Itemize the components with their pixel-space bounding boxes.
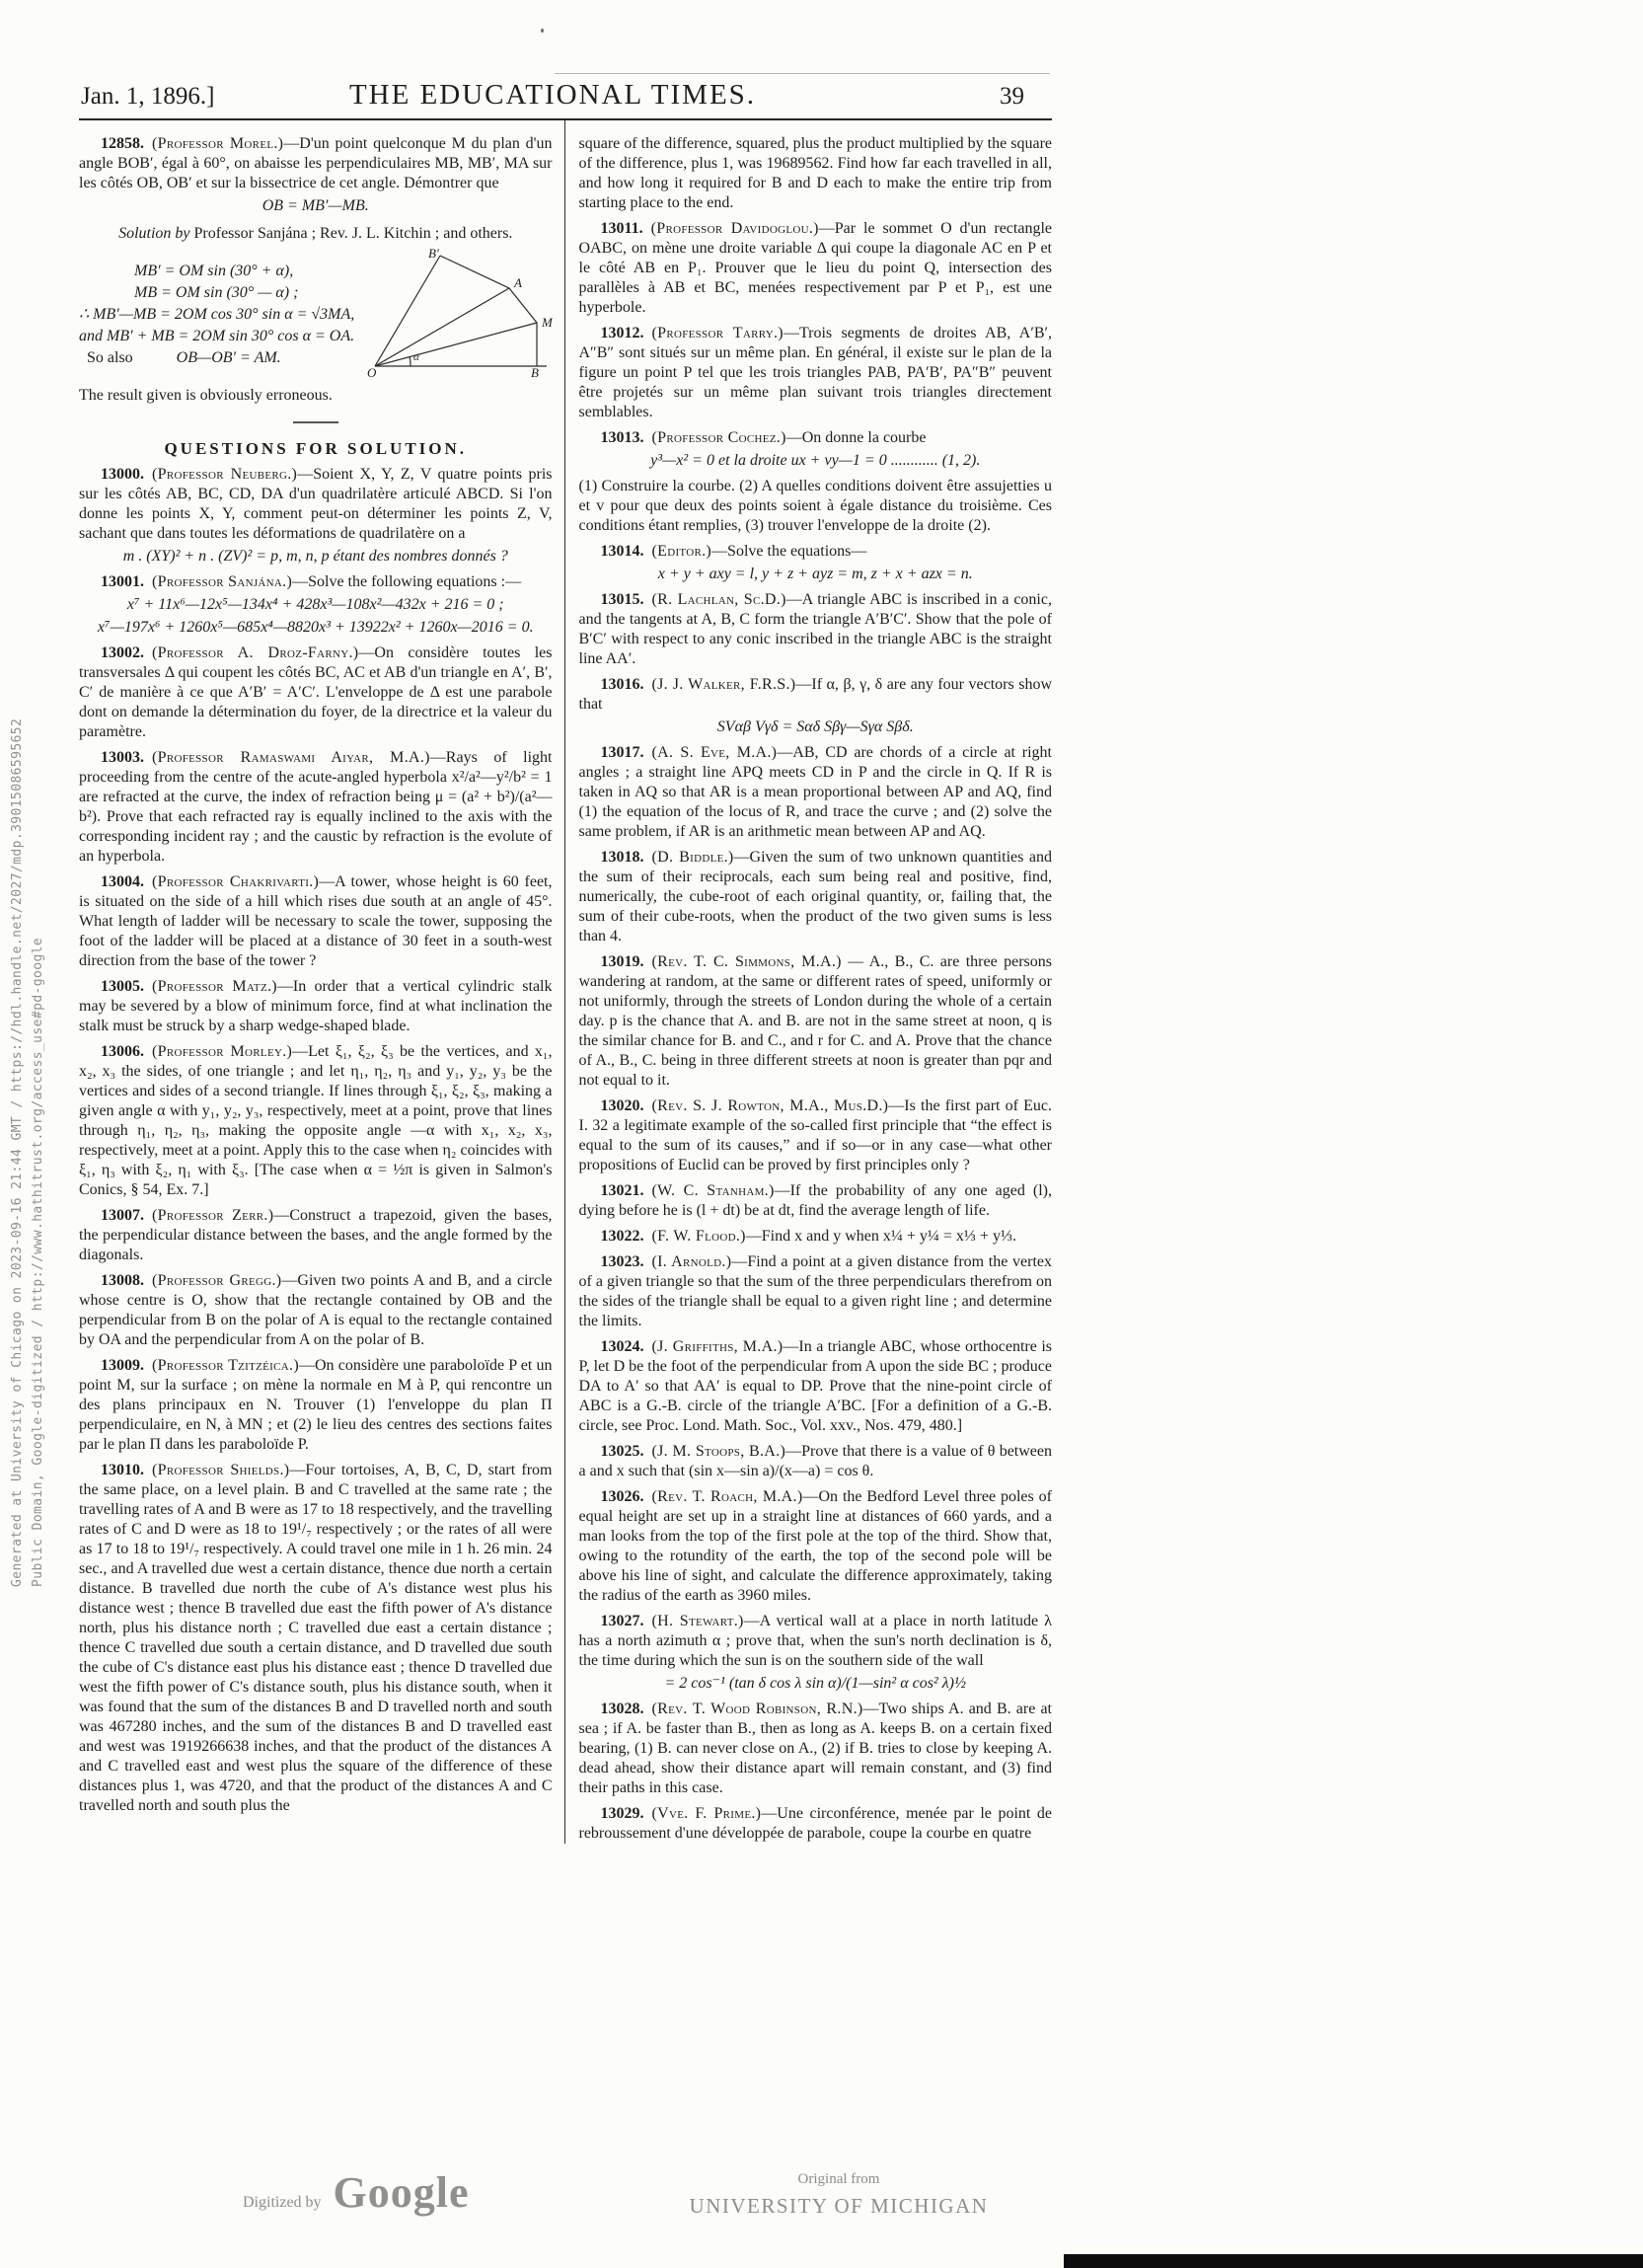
problem-text: —Une circonférence, menée par le point de rebroussement d'une développée de parabole, coupe la courbe en quatre [578, 1805, 1052, 1842]
problem-13007 [79, 1206, 553, 1265]
problem-number: 13027. [600, 1613, 644, 1629]
problem-author: (H. Stewart.) [651, 1613, 744, 1629]
problem-number: 13022. [600, 1228, 644, 1245]
top-edge-rule [555, 73, 1050, 74]
left-column [79, 120, 564, 1844]
google-digitized-mark [243, 2167, 470, 2218]
problem-author: (F. W. Flood.) [651, 1228, 746, 1245]
problem-author: (Rev. T. C. Simmons, M.A.) [651, 953, 842, 970]
problem-number: 13024. [600, 1338, 644, 1355]
problem-author: (W. C. Stanham.) [651, 1182, 775, 1199]
problem-text: —If α, β, γ, δ are any four vectors show that [578, 676, 1052, 713]
problem-13006 [79, 1042, 553, 1200]
problem-13004 [79, 872, 553, 971]
problem-text: —Find a point at a given distance from the vertex of a given triangle so that the sum of the three perpendiculars therefrom on the sides of the triangle shall be equal to a given right line ; and determine the limits. [578, 1253, 1052, 1329]
problem-number: 13006. [101, 1043, 144, 1060]
problem-13016 [579, 675, 1053, 715]
problem-author: (Professor Cochez.) [651, 429, 786, 446]
math-line: x + y + axy = l, y + z + ayz = m, z + x + azx = n. [657, 566, 973, 582]
figure-label-alpha: α [412, 351, 419, 363]
digitized-by-label: Digitized by [243, 2194, 322, 2211]
problem-author: (Rev. T. Wood Robinson, R.N.) [651, 1701, 863, 1717]
math-line: x⁷ + 11x⁶—12x⁵—134x⁴ + 428x³—108x²—432x + 216 = 0 ; [126, 596, 504, 613]
figure-label-o: O [366, 365, 376, 378]
journal-title: THE EDUCATIONAL TIMES. [348, 79, 757, 111]
problem-text: —Rays of light proceeding from the centre of the acute-angled hyperbola x²/a²—y²/b² = 1 are refracted at the curve, the index of refraction being μ = (a² + b²)/(a²—b²). Prove that each refracted ray is equally inclined to the axis with the corresponding incident ray ; and the caustic by refraction is the evolute of an hyperbola. [79, 749, 553, 865]
problem-author: (I. Arnold.) [651, 1253, 732, 1270]
problem-author: (Professor Chakrivarti.) [152, 873, 320, 890]
scan-speck [541, 29, 544, 33]
problem-author: (Professor Davidoglou.) [650, 220, 819, 237]
math-line: y³—x² = 0 et la droite ux + vy—1 = 0 ............ (1, 2). [650, 452, 981, 469]
problem-13011 [579, 219, 1053, 318]
problem-13010 [79, 1461, 553, 1816]
problem-text: —A vertical wall at a place in north latitude λ has a north azimuth α ; prove that, when the sun's north declination is δ, the time during which the sun is on the southern side of the wall [578, 1613, 1053, 1669]
page-content [79, 79, 1052, 1844]
problem-author: (Professor A. Droz-Farny.) [152, 644, 359, 661]
problem-author: (Professor Shields.) [152, 1462, 290, 1478]
figure-label-bprime: B′ [427, 248, 439, 261]
equation-line: and MB′ + MB = 2OM sin 30° cos α = OA. [79, 328, 355, 344]
problem-text: —In a triangle ABC, whose orthocentre is P, let D be the foot of the perpendicular from A upon the side BC ; produce DA to A′ so that AA′ is equal to DP. Prove that the nine-point circle of ABC is a G.-B. circle of the triangle A′BC. [For a definition of a G.-B. circle, see Proc. Lond. Math. Soc., Vol. xxv., Nos. 479, 480.] [578, 1338, 1052, 1434]
questions-left-container [79, 421, 553, 1816]
problem-number: 13029. [600, 1805, 644, 1822]
problem-text: —If the probability of any one aged (l), dying before he is (l + dt) be at dt, find the average length of life. [578, 1182, 1053, 1219]
watermark-generated-line: Generated at University of Chicago on 2023-09-16 21:44 GMT / https://hdl.handle.net/2027/mdp.39015086595652 [10, 718, 25, 1587]
problem-number: 12858. [101, 135, 144, 152]
problem-13020 [579, 1096, 1053, 1175]
problem-13024 [579, 1337, 1053, 1436]
problem-13029 [579, 1804, 1053, 1844]
problem-author: (Professor Neuberg.) [152, 466, 298, 483]
problem-text: —Given the sum of two unknown quantities and the sum of their reciprocals, each sum being real and positive, find, numerically, the cube-root of each original quantity, or, failing that, the sum of their cube-roots, when the product of the two given sums is less than 4. [578, 849, 1052, 945]
problem-13026 [579, 1487, 1053, 1606]
problem-number: 13028. [600, 1701, 644, 1717]
problem-author: (R. Lachlan, Sc.D.) [651, 591, 786, 608]
problem-13017 [579, 743, 1053, 842]
problem-number: 13014. [600, 543, 644, 560]
problem-text: —On donne la courbe [785, 429, 927, 446]
problem-author: (Professor Tarry.) [651, 325, 784, 341]
problem-author: (Rev. S. J. Rowton, M.A., Mus.D.) [651, 1097, 889, 1114]
problem-13025 [579, 1442, 1053, 1481]
problem-author: (J. M. Stoops, B.A.) [651, 1443, 786, 1460]
original-from-label: Original from [797, 2171, 880, 2187]
solution-authors: Professor Sanjána ; Rev. J. L. Kitchin ; and others. [189, 225, 513, 242]
problem-text: —Four tortoises, A, B, C, D, start from the same place, on a level plain. B and C travelled at the same rate ; the travelling rates of A and B were as 17 to 18 respectively, and the travelling rates of C and D were as 18 to 19¹/₇ respectively ; or the rates of all were as 17 to 18 to 19¹/₇ respectively. A could travel one mile in 1 h. 26 min. 24 sec., and A travelled due west a certain distance, thence due north a certain distance. B travelled due north the cube of A's distance west plus his distance west ; thence B travelled due east the fifth power of A's distance north, plus his distance north ; C travelled due east a certain distance ; thence C travelled due south a certain distance, and D travelled due south the cube of C's distance east plus his distance east ; thence D travelled due west the fifth power of C's distance south, plus his distance south, when it was found that the sum of the distances B and D travelled north and south was 467280 inches, and the sum of the distances B and D travelled east and west was 1919266638 inches, and that the product of the distances A and C travelled east and west plus the square of the difference of these distances plus 1, was 4720, and that the product of the distances A and C travelled north and south plus the [79, 1462, 553, 1814]
problem-number: 13004. [101, 873, 144, 890]
problem-13000 [79, 465, 553, 544]
equation-formula: OB—OB′ = AM. [176, 349, 281, 366]
section-divider [293, 421, 338, 423]
problem-text: —A triangle ABC is inscribed in a conic, and the tangents at A, B, C form the triangle A′B′C′. Show that the pole of B′C′ with respect to any conic inscribed in the triangle ABC is the straight line AA′. [578, 591, 1052, 667]
solution-remark: The result given is obviously erroneous. [79, 387, 333, 404]
problem-author: (Professor Zerr.) [152, 1207, 274, 1224]
problem-number: 13015. [600, 591, 644, 608]
problem-13012 [579, 324, 1053, 422]
problem-author: (Professor Morley.) [152, 1043, 293, 1060]
problem-number: 13007. [101, 1207, 144, 1224]
problem-author: (D. Biddle.) [651, 849, 734, 866]
problem-13003 [79, 748, 553, 867]
problem-number: 13003. [101, 749, 144, 766]
problem-author: (J. Griffiths, M.A.) [651, 1338, 784, 1355]
equation-line: ∴ MB′—MB = 2OM cos 30° sin α = √3MA, [79, 306, 355, 323]
page-number: 39 [1000, 83, 1025, 110]
equation-label: So also [87, 349, 133, 366]
problem-12858 [79, 134, 553, 193]
problem-text: —On the Bedford Level three poles of equal height are set up in a straight line at distances of 660 yards, and a man looks from the top of the first pole at the top of the third. Show that, owing to the rotundity of the earth, the top of the second pole will be above his line of sight, and calculate the difference approximately, taking the radius of the earth as 3960 miles. [578, 1488, 1053, 1604]
problem-text: —Trois segments de droites AB, A′B′, A″B″ sont situés sur un même plan. En général, il existe sur le plan de la figure un point P tel que les trois triangles PAB, PA′B′, PA″B″ peuvent être projetés sur un même plan suivant trois triangles directement semblables. [578, 325, 1053, 420]
problem-author: (Professor Matz.) [152, 978, 277, 995]
problem-number: 13018. [600, 849, 644, 866]
problem-13008 [79, 1271, 553, 1350]
problem-number: 13021. [600, 1182, 644, 1199]
original-from-mark [681, 2171, 997, 2219]
right-column [564, 120, 1053, 1844]
problem-13022 [579, 1227, 1053, 1247]
solution-equations [79, 260, 361, 378]
problem-number: 13011. [600, 220, 643, 237]
problem-author: (Professor Ramaswami Aiyar, M.A.) [152, 749, 430, 766]
problem-text: —Prove that there is a value of θ between a and x such that (sin x—sin a)/(x—a) = cos θ. [578, 1443, 1052, 1479]
figure-label-a: A [513, 275, 522, 290]
masthead [79, 79, 1052, 120]
problem-number: 13026. [600, 1488, 644, 1505]
problem-text: square of the difference, squared, plus the product multiplied by the square of the difference, plus 1, was 19689562. Find how far each travelled in all, and how long it required for B and D each to make the entire trip from starting place to the end. [578, 135, 1052, 211]
solution-byline [79, 224, 553, 244]
problem-author: (Professor Tzitzéica.) [152, 1357, 299, 1374]
problem-13002 [79, 643, 553, 742]
figure-label-m: M [541, 315, 553, 330]
two-column-layout [79, 120, 1052, 1844]
problem-number: 13016. [600, 676, 644, 693]
problem-number: 13019. [600, 953, 644, 970]
problem-author: (J. J. Walker, F.R.S.) [651, 676, 796, 693]
problem-text: —On considère toutes les transversales Δ qui coupent les côtés BC, AC et AB d'un triangle en A′, B′, C′ de manière à ce que A′B′ = A′C′. L'enveloppe de Δ est une parabole dont on demande la détermination du foyer, de la directrice et la valeur du paramètre. [79, 644, 553, 740]
problem-number: 13005. [101, 978, 144, 995]
math-line: m . (XY)² + n . (ZV)² = p, m, n, p étant des nombres donnés ? [122, 548, 508, 565]
problem-12858-container [79, 134, 553, 216]
problem-text: —In order that a vertical cylindric stalk may be severed by a blow of minimum force, find at what inclination the stalk must be struck by a sharp wedge-shaped blade. [79, 978, 553, 1034]
problem-author: (Rev. T. Roach, M.A.) [651, 1488, 803, 1505]
problem-author: (Professor Sanjána.) [152, 573, 293, 590]
problem-text: — A., B., C. are three persons wandering at random, at the same or different rates of speed, uniformly or not uniformly, through the streets of London during the whole of a certain day. p is the chance that A. and B. are not in the same street at noon, q is the similar chance for B. and C., and r for C. and A. Prove that the chance of A., B., C. being in three different streets at noon is greater than pqr and not equal to it. [578, 953, 1053, 1089]
problem-13014 [579, 542, 1053, 562]
scan-edge-artifact [1064, 2254, 1643, 2268]
equation-line: MB = OM sin (30° — α) ; [134, 284, 299, 301]
problem-text: —A tower, whose height is 60 feet, is situated on the side of a hill which rises due south at an angle of 45°. What length of ladder will be necessary to scale the tower, supposing the foot of the ladder will be placed at a distance of 30 feet in a south-west direction from the base of the tower ? [79, 873, 553, 969]
problem-text: —Is the first part of Euc. I. 32 a legitimate example of the so-called first principle that “the effect is equal to the sum of its causes,” and if so—or in any case—what other propositions of Euclid can be proved by first principles only ? [578, 1097, 1053, 1173]
problem-13015 [579, 590, 1053, 669]
problem-author: (Vve. F. Prime.) [651, 1805, 762, 1822]
problem-13001 [79, 572, 553, 592]
problem-13027 [579, 1612, 1053, 1671]
problem-text: —Find x and y when x¼ + y¼ = x⅓ + y⅓. [745, 1228, 1016, 1245]
equation-line: MB′ = OM sin (30° + α), [134, 263, 294, 279]
watermark-public-domain-line: Public Domain, Google-digitized / http://www.hathitrust.org/access_use#pd-google [31, 937, 45, 1587]
problem-number: 13000. [101, 466, 144, 483]
problem-13013 [579, 428, 1053, 448]
problem-author: (Professor Gregg.) [152, 1272, 282, 1289]
problem-author: (Professor Morel.) [152, 135, 284, 152]
geometry-figure [365, 248, 553, 378]
problem-text: —AB, CD are chords of a circle at right angles ; a straight line APQ meets CD in P and the circle in Q. If R is taken in AQ so that AR is a mean proportional between AP and AQ, find (1) the equation of the locus of R, and trace the curve ; and (2) solve the same problem, if AR is an arithmetic mean between AP and AQ. [578, 744, 1053, 840]
problem-text: —D'un point quelconque M du plan d'un angle BOB′, égal à 60°, on abaisse les perpendiculaires MB, MB′, MA sur les côtés OB, OB′ et sur la bissectrice de cet angle. Démontrer que [79, 135, 553, 191]
problem-13019 [579, 952, 1053, 1091]
problem-text: —Two ships A. and B. are at sea ; if A. be faster than B., then as long as A. keeps B. on a certain fixed bearing, (1) B. can never close on A., (2) if B. tries to close by keeping A. dead ahead, show their distance apart will remain constant, and (3) find their paths in this case. [578, 1701, 1052, 1796]
problem-13028 [579, 1700, 1053, 1798]
problem-13009 [79, 1356, 553, 1455]
solution-by-italic: Solution by [118, 225, 190, 242]
equation-line [79, 348, 361, 368]
math-line: OB = MB′—MB. [261, 197, 369, 214]
issue-date: Jan. 1, 1896.] [81, 83, 215, 110]
continued-paragraph [579, 134, 1053, 213]
solution-block-12858 [79, 224, 553, 406]
problem-text: —Soient X, Y, Z, V quatre points pris sur les côtés AB, BC, CD, DA d'un quadrilatère articulé ABCD. Si l'on donne les points X, Y, comment peut-on déterminer les points Z, V, sachant que dans toutes les déformations de quadrilatère on a [79, 466, 553, 542]
problem-text: —Given two points A and B, and a circle whose centre is O, show that the rectangle contained by OB and the perpendicular from B on the polar of A is equal to the rectangle contained by OA and the perpendicular from A on the polar of B. [79, 1272, 553, 1348]
problem-13018 [579, 848, 1053, 946]
problem-text: —On considère une paraboloïde P et un point M, sur la surface ; on mène la normale en M à P, qui rencontre un des plans principaux en N. Trouver (1) l'enveloppe du plan Π perpendiculaire, en N, à MN ; et (2) le lieu des centres des sections faites par le plan Π dans les paraboloïde P. [79, 1357, 553, 1453]
problem-number: 13008. [101, 1272, 144, 1289]
problem-number: 13020. [600, 1097, 644, 1114]
problem-13023 [579, 1252, 1053, 1331]
problem-number: 13013. [600, 429, 644, 446]
problem-text-continuation: (1) Construire la courbe. (2) A quelles conditions doivent être assujetties u et v pour que deux des points soient à égale distance du troisième. Ces conditions étant remplies, (3) trouver l'enveloppe de la droite (2). [578, 478, 1052, 534]
problem-text: —Par le sommet O d'un rectangle OABC, on mène une droite variable Δ qui coupe la diagonale AC en P et le côté AB en P₁. Prouver que le lieu du point Q, intersection des parallèles à AB et BC, menées respectivement par P et P₁, est une hyperbole. [578, 220, 1052, 316]
problem-author: (A. S. Eve, M.A.) [651, 744, 778, 761]
problem-number: 13012. [600, 325, 644, 341]
problem-number: 13023. [600, 1253, 644, 1270]
problem-number: 13009. [101, 1357, 144, 1374]
google-logo: Google [333, 2168, 470, 2217]
problem-text: —Solve the following equations :— [292, 573, 522, 590]
problem-number: 13002. [101, 644, 144, 661]
problem-number: 13025. [600, 1443, 644, 1460]
problem-number: 13017. [600, 744, 644, 761]
math-line: x⁷—197x⁶ + 1260x⁵—685x⁴—8820x³ + 13922x² + 1260x—2016 = 0. [97, 619, 534, 636]
solution-work [79, 248, 553, 378]
figure-label-b: B [530, 365, 539, 378]
problem-13005 [79, 977, 553, 1036]
problem-number: 13001. [101, 573, 144, 590]
problem-text: —Let ξ₁, ξ₂, ξ₃ be the vertices, and x₁, x₂, x₃ the sides, of one triangle ; and let η₁, η₂, η₃ and y₁, y₂, y₃ be the vertices and sides of a second triangle. If lines through ξ₁, ξ₂, ξ₃, making a given angle α with y₁, y₂, y₃, respectively, meet at a point, prove that lines through η₁, η₂, η₃, making the opposite angle —α with x₁, x₂, x₃, respectively, meet at a point. Apply this to the case when η₂ coincides with ξ₁, η₃ with ξ₂, η₁ with ξ₃. [The case when α = ½π is given in Salmon's Conics, § 54, Ex. 7.] [79, 1043, 553, 1198]
problem-author: (Editor.) [651, 543, 712, 560]
problem-13021 [579, 1181, 1053, 1221]
institution-name: UNIVERSITY OF MICHIGAN [689, 2194, 989, 2218]
problem-text: —Solve the equations— [711, 543, 867, 560]
problem-text: —Construct a trapezoid, given the bases, the perpendicular distance between the bases, and the angle formed by the diagonals. [79, 1207, 553, 1263]
questions-for-solution-heading: QUESTIONS FOR SOLUTION. [164, 439, 468, 458]
math-line: = 2 cos⁻¹ (tan δ cos λ sin α)/(1—sin² α cos² λ)½ [664, 1675, 966, 1692]
math-line: SVαβ Vγδ = Sαδ Sβγ—Sγα Sβδ. [716, 718, 914, 735]
problem-number: 13010. [101, 1462, 144, 1478]
